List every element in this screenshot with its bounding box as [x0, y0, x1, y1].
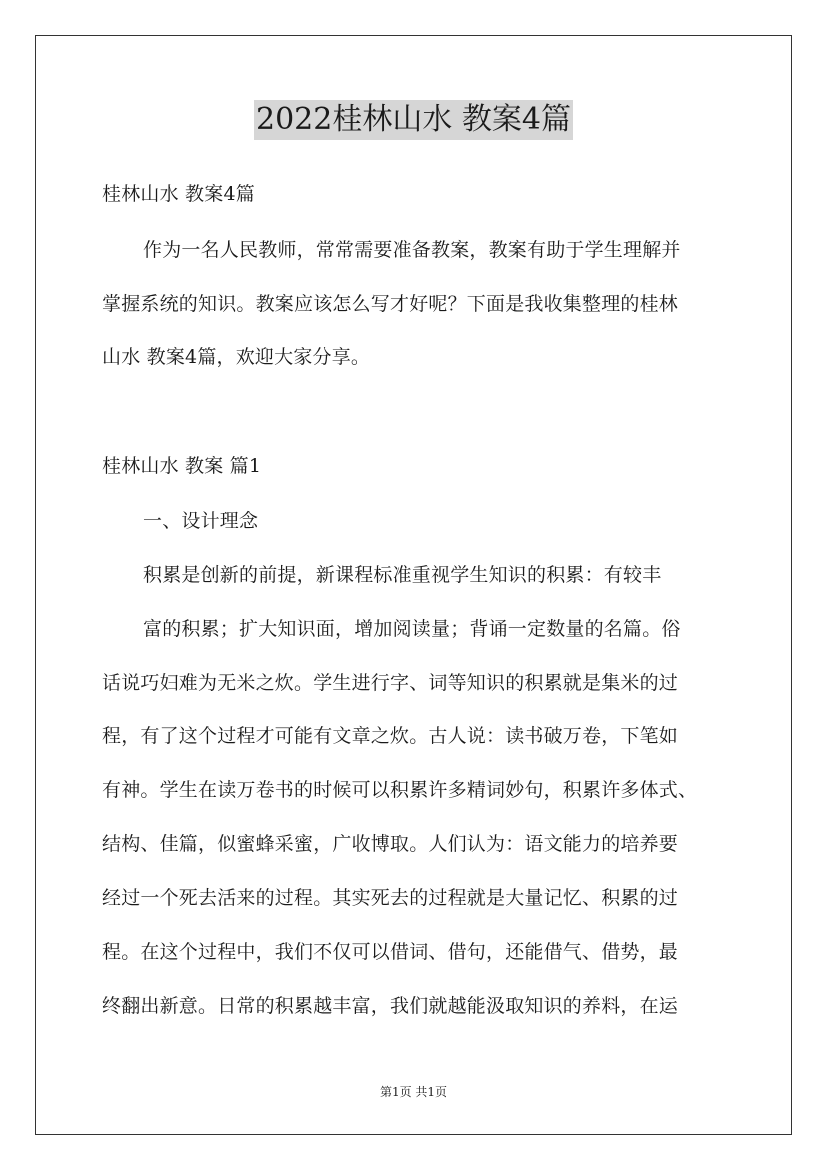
body-line: 富的积累；扩大知识面，增加阅读量；背诵一定数量的名篇。俗 — [143, 618, 681, 640]
intro-line: 山水 教案4篇，欢迎大家分享。 — [102, 346, 371, 368]
body-line: 程。在这个过程中，我们不仅可以借词、借句，还能借气、借势，最 — [102, 941, 679, 963]
page-footer: 第1页 共1页 — [379, 1085, 448, 1099]
document-title: 2022桂林山水 教案4篇 — [254, 100, 573, 140]
intro-line: 作为一名人民教师，常常需要准备教案，教案有助于学生理解并 — [143, 239, 681, 261]
body-line: 经过一个死去活来的过程。其实死去的过程就是大量记忆、积累的过 — [102, 887, 679, 909]
body-line: 有神。学生在读万卷书的时候可以积累许多精词妙句，积累许多体式、 — [102, 779, 698, 801]
document-subtitle: 桂林山水 教案4篇 — [102, 183, 255, 205]
body-line: 话说巧妇难为无米之炊。学生进行字、词等知识的积累就是集米的过 — [102, 672, 679, 694]
section-heading: 桂林山水 教案 篇1 — [102, 455, 262, 477]
intro-line: 掌握系统的知识。教案应该怎么写才好呢？下面是我收集整理的桂林 — [102, 293, 679, 315]
body-line: 结构、佳篇，似蜜蜂采蜜，广收博取。人们认为：语文能力的培养要 — [102, 833, 679, 855]
subsection-heading: 一、设计理念 — [143, 510, 259, 532]
body-line: 积累是创新的前提，新课程标准重视学生知识的积累：有较丰 — [143, 564, 662, 586]
body-line: 程，有了这个过程才可能有文章之炊。古人说：读书破万卷，下笔如 — [102, 725, 679, 747]
body-line: 终翻出新意。日常的积累越丰富，我们就越能汲取知识的养料，在运 — [102, 995, 679, 1017]
title-container — [0, 100, 827, 140]
